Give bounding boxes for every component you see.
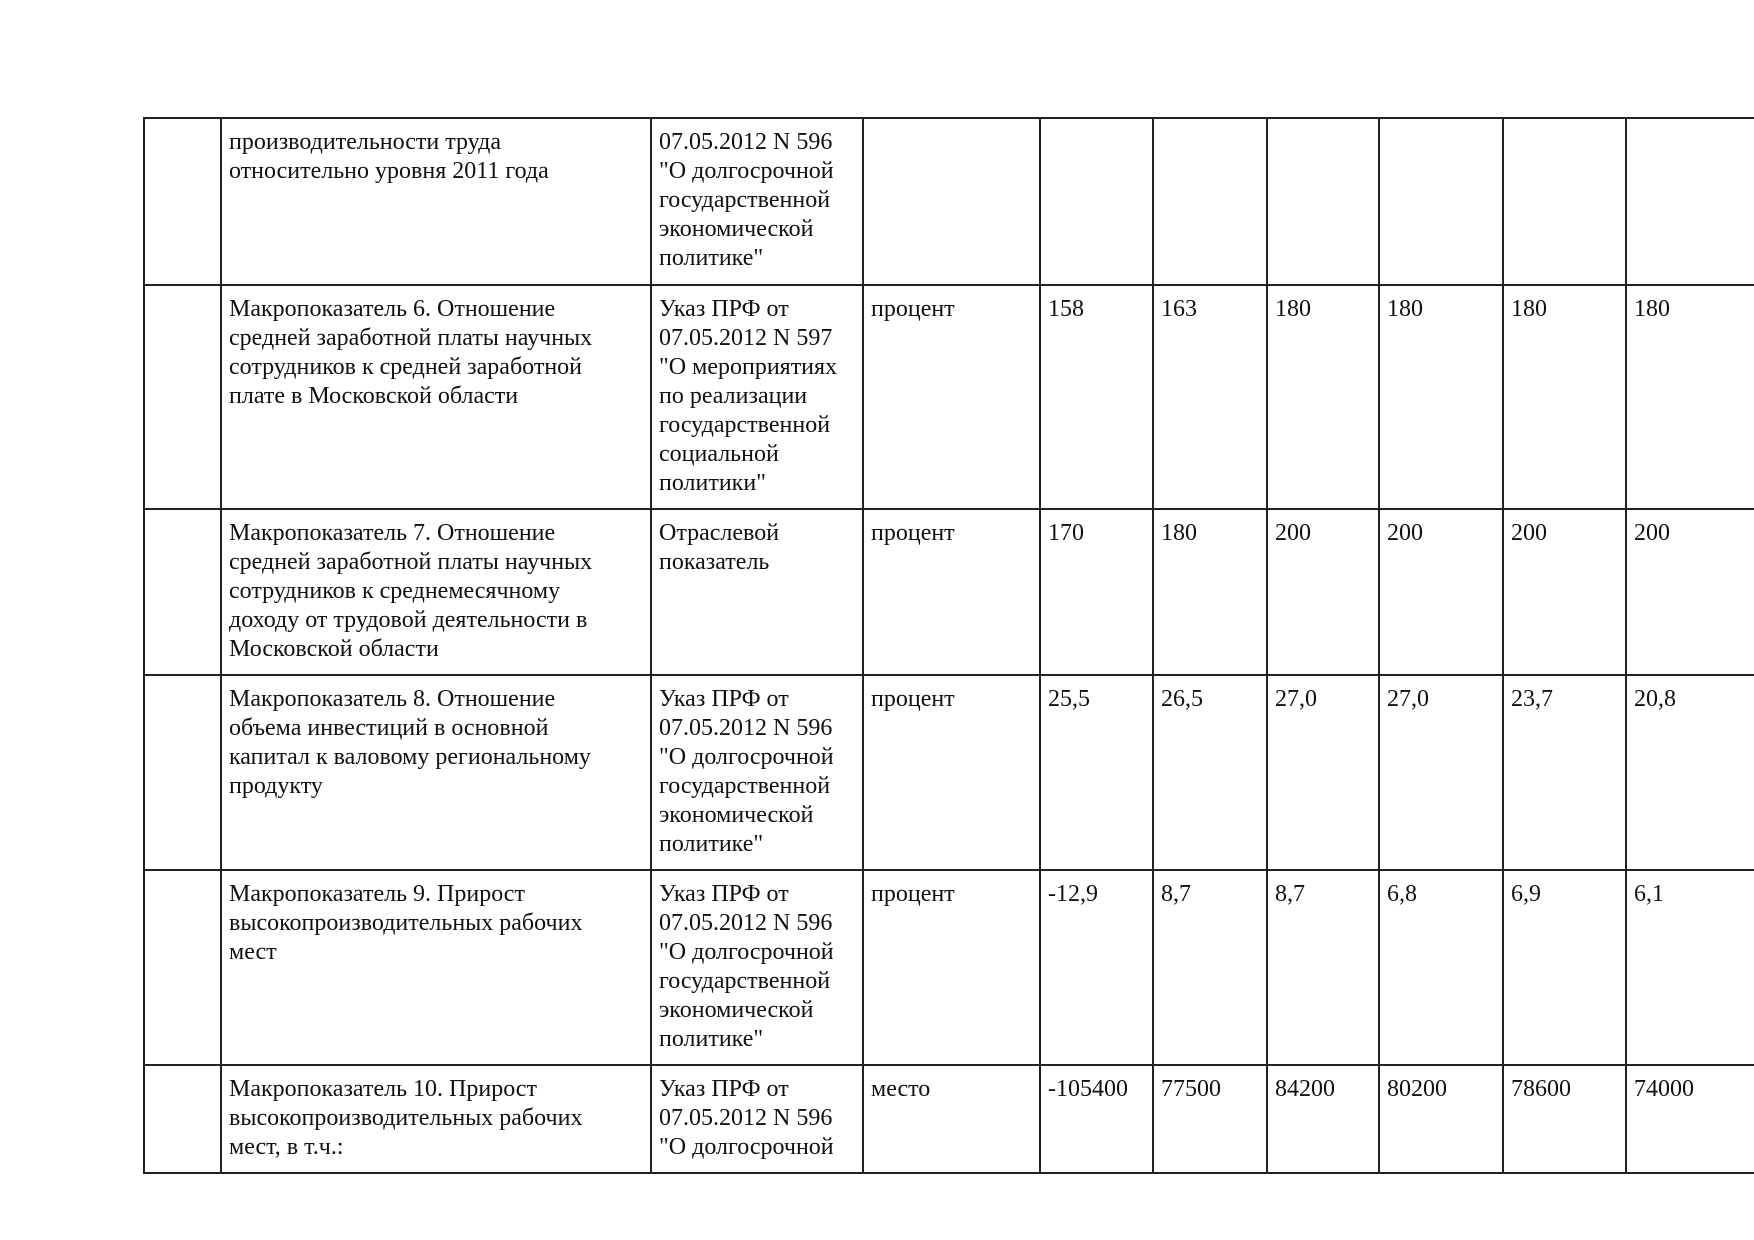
value-cell	[1040, 118, 1153, 285]
value-cell: 6,9	[1503, 870, 1626, 1065]
value-cell	[1267, 118, 1379, 285]
table-row	[144, 118, 1754, 285]
legal-basis: Указ ПРФ от 07.05.2012 N 597 "О мероприятиях по реализации государственной социальной политики"	[651, 285, 863, 509]
value-cell: 180	[1153, 509, 1267, 675]
value-cell: 200	[1626, 509, 1754, 675]
value-cell: 26,5	[1153, 675, 1267, 870]
table-row	[144, 509, 1754, 675]
value-cell: 8,7	[1153, 870, 1267, 1065]
legal-basis: Указ ПРФ от 07.05.2012 N 596 "О долгосрочной государственной экономической политике"	[651, 675, 863, 870]
value-cell: 25,5	[1040, 675, 1153, 870]
value-cell: 20,8	[1626, 675, 1754, 870]
value-cell	[1626, 118, 1754, 285]
value-cell: 180	[1503, 285, 1626, 509]
value-cell: 170	[1040, 509, 1153, 675]
value-cell	[1379, 118, 1503, 285]
value-cell: 180	[1626, 285, 1754, 509]
row-number	[144, 870, 221, 1065]
indicator-name: Макропоказатель 10. Прирост высокопроизводительных рабочих мест, в т.ч.:	[221, 1065, 651, 1173]
table-row	[144, 675, 1754, 870]
value-cell: 74000	[1626, 1065, 1754, 1173]
unit: процент	[863, 675, 1040, 870]
row-number	[144, 285, 221, 509]
indicator-name: Макропоказатель 6. Отношение средней заработной платы научных сотрудников к средней заработной плате в Московской области	[221, 285, 651, 509]
indicator-name: Макропоказатель 8. Отношение объема инвестиций в основной капитал к валовому региональному продукту	[221, 675, 651, 870]
value-cell: 200	[1503, 509, 1626, 675]
indicator-name: Макропоказатель 7. Отношение средней заработной платы научных сотрудников к среднемесячному доходу от трудовой деятельности в Московской области	[221, 509, 651, 675]
value-cell: 180	[1267, 285, 1379, 509]
table-row	[144, 870, 1754, 1065]
unit: место	[863, 1065, 1040, 1173]
value-cell: 180	[1379, 285, 1503, 509]
value-cell: 6,1	[1626, 870, 1754, 1065]
unit: процент	[863, 870, 1040, 1065]
unit: процент	[863, 285, 1040, 509]
value-cell: 80200	[1379, 1065, 1503, 1173]
table-row	[144, 285, 1754, 509]
value-cell: 78600	[1503, 1065, 1626, 1173]
row-number	[144, 118, 221, 285]
row-number	[144, 1065, 221, 1173]
indicator-name: производительности труда относительно уровня 2011 года	[221, 118, 651, 285]
unit: процент	[863, 509, 1040, 675]
table-row	[144, 1065, 1754, 1173]
value-cell: 23,7	[1503, 675, 1626, 870]
value-cell: -12,9	[1040, 870, 1153, 1065]
legal-basis: Указ ПРФ от 07.05.2012 N 596 "О долгосрочной государственной экономической политике"	[651, 870, 863, 1065]
value-cell: 6,8	[1379, 870, 1503, 1065]
value-cell: 27,0	[1379, 675, 1503, 870]
indicators-table	[143, 117, 1754, 1174]
unit	[863, 118, 1040, 285]
value-cell: -105400	[1040, 1065, 1153, 1173]
legal-basis: 07.05.2012 N 596 "О долгосрочной государственной экономической политике"	[651, 118, 863, 285]
value-cell: 163	[1153, 285, 1267, 509]
indicator-name: Макропоказатель 9. Прирост высокопроизводительных рабочих мест	[221, 870, 651, 1065]
value-cell: 158	[1040, 285, 1153, 509]
value-cell: 8,7	[1267, 870, 1379, 1065]
value-cell	[1503, 118, 1626, 285]
row-number	[144, 509, 221, 675]
value-cell: 77500	[1153, 1065, 1267, 1173]
legal-basis: Указ ПРФ от 07.05.2012 N 596 "О долгосрочной	[651, 1065, 863, 1173]
value-cell: 200	[1267, 509, 1379, 675]
value-cell	[1153, 118, 1267, 285]
row-number	[144, 675, 221, 870]
legal-basis: Отраслевой показатель	[651, 509, 863, 675]
value-cell: 27,0	[1267, 675, 1379, 870]
value-cell: 200	[1379, 509, 1503, 675]
value-cell: 84200	[1267, 1065, 1379, 1173]
